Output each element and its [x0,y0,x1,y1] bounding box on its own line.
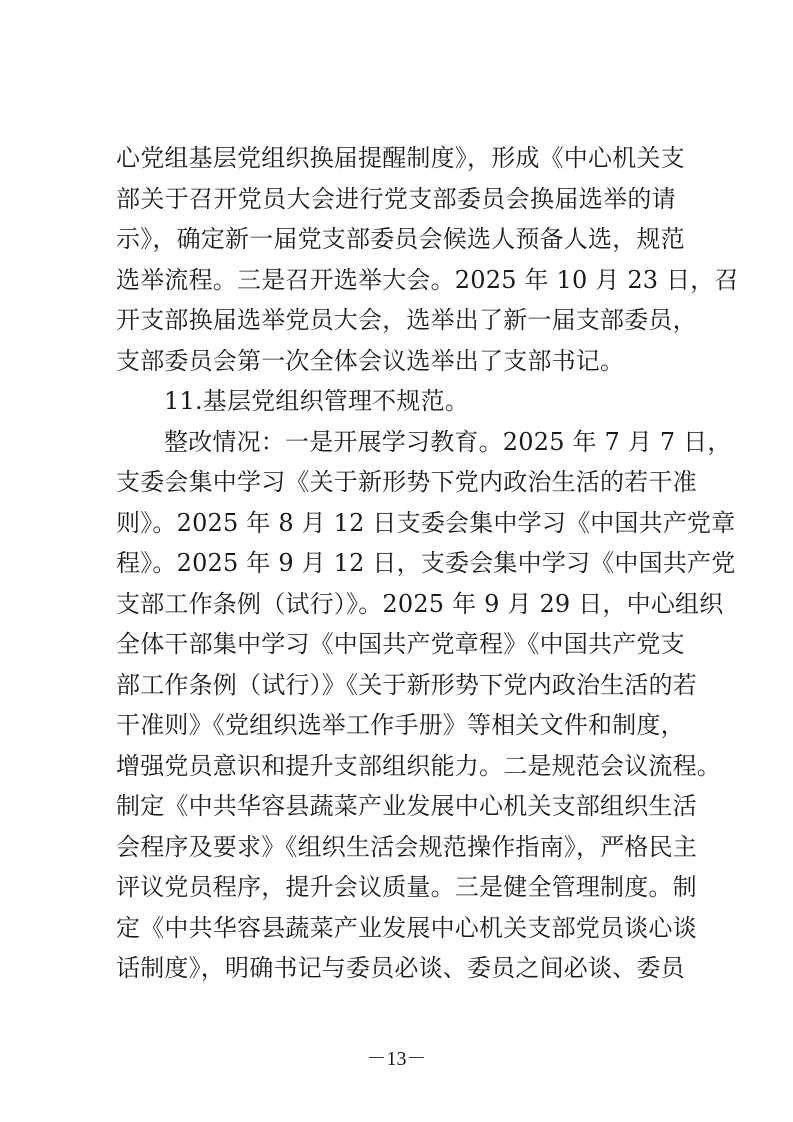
text-line: 则》。2025 年 8 月 12 日支委会集中学习《中国共产党章 [116,508,736,537]
text-line: 评议党员程序，提升会议质量。三是健全管理制度。制 [116,873,697,901]
page-number: －13－ [366,1048,427,1070]
text-line: 选举流程。三是召开选举大会。2025 年 10 月 23 日，召 [116,265,739,294]
text-line: 支部工作条例（试行）》。2025 年 9 月 29 日，中心组织 [116,589,724,618]
text-line: 支委会集中学习《关于新形势下党内政治生活的若干准 [116,468,697,496]
body-text [116,138,739,989]
text-line: 会程序及要求》《组织生活会规范操作指南》，严格民主 [116,832,697,861]
text-line: 话制度》，明确书记与委员必谈、委员之间必谈、委员 [116,954,685,982]
text-line: 部关于召开党员大会进行党支部委员会换届选举的请 [116,184,676,213]
text-line: 程》。2025 年 9 月 12 日，支委会集中学习《中国共产党 [116,549,736,577]
text-line: 整改情况：一是开展学习教育。2025 年 7 月 7 日， [164,427,732,456]
text-line: 心党组基层党组织换届提醒制度》，形成《中心机关支 [116,144,685,172]
text-line: 开支部换届选举党员大会，选举出了新一届支部委员， [116,306,697,334]
text-line: 干准则》《党组织选举工作手册》等相关文件和制度， [116,711,685,739]
text-line: 示》，确定新一届党支部委员会候选人预备人选，规范 [116,225,685,253]
text-line: 全体干部集中学习《中国共产党章程》《中国共产党支 [116,630,685,658]
text-line: 支部委员会第一次全体会议选举出了支部书记。 [116,346,625,375]
text-line: 部工作条例（试行）》《关于新形势下党内政治生活的若 [116,670,697,699]
text-line: 增强党员意识和提升支部组织能力。二是规范会议流程。 [116,751,721,780]
text-line: 定《中共华容县蔬菜产业发展中心机关支部党员谈心谈 [116,913,697,942]
text-line: 11.基层党组织管理不规范。 [164,387,469,415]
text-line: 制定《中共华容县蔬菜产业发展中心机关支部组织生活 [116,792,697,820]
